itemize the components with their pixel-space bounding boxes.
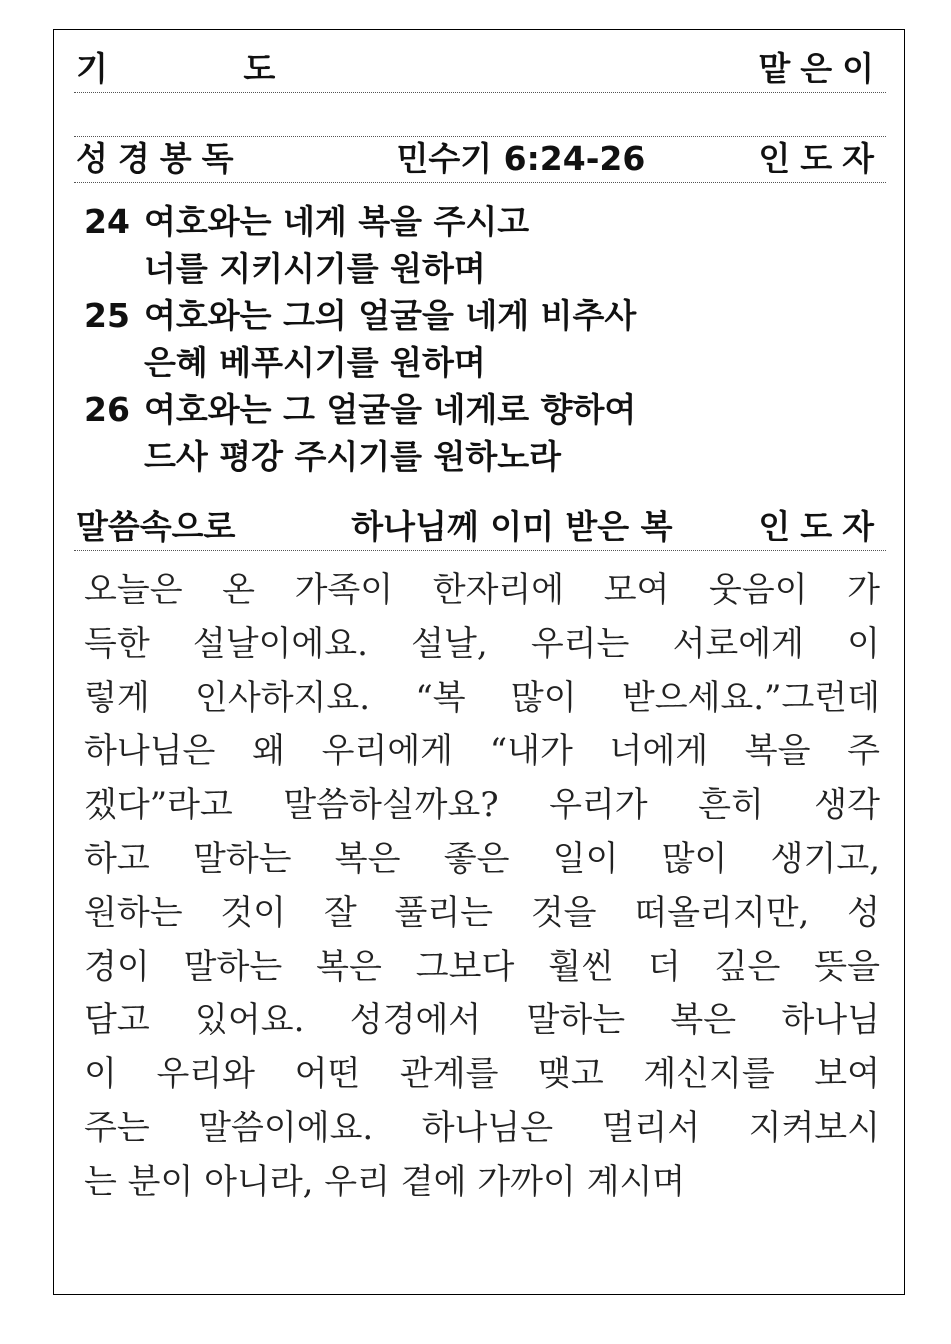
- verse-text: 너를 지키시기를 원하며: [144, 249, 486, 288]
- prayer-label: 기 도: [76, 49, 338, 88]
- sermon-row: [76, 507, 884, 546]
- divider-dotted: [74, 182, 886, 183]
- body-line: 경이 말하는 복은 그보다 훨씬 더 깊은 뜻을: [84, 946, 880, 987]
- reading-reference: 민수기 6:24-26: [396, 139, 646, 178]
- verse-text: 여호와는 네게 복을 주시고: [144, 202, 530, 241]
- sermon-body: [84, 564, 880, 1210]
- reading-label: 성경봉독: [76, 139, 244, 178]
- reading-row: [76, 139, 884, 178]
- reading-person: 인도자: [758, 139, 884, 178]
- verse-line: [84, 198, 874, 245]
- body-line: 원하는 것이 잘 풀리는 것을 떠올리지만, 성: [84, 892, 880, 933]
- verse-line: [84, 292, 874, 339]
- prayer-person: 맡은이: [758, 49, 884, 88]
- body-line: 이 우리와 어떤 관계를 맺고 계신지를 보여: [84, 1054, 880, 1095]
- verse-text: 드사 평강 주시기를 원하노라: [144, 437, 562, 476]
- divider-dotted: [74, 92, 886, 93]
- body-line: 하고 말하는 복은 좋은 일이 많이 생기고,: [84, 838, 880, 879]
- body-line: 주는 말씀이에요. 하나님은 멀리서 지켜보시: [84, 1107, 880, 1148]
- body-line: 오늘은 온 가족이 한자리에 모여 웃음이 가: [84, 570, 880, 610]
- sermon-title: 하나님께 이미 받은 복: [351, 507, 673, 546]
- prayer-row: [76, 49, 884, 88]
- bulletin-page: [53, 29, 905, 1295]
- body-line: 하나님은 왜 우리에게 “내가 너에게 복을 주: [84, 731, 880, 772]
- verse-line: [84, 339, 874, 386]
- verse-number: 26: [84, 390, 130, 429]
- verse-text: 여호와는 그의 얼굴을 네게 비추사: [144, 296, 637, 335]
- body-line: 렇게 인사하지요. “복 많이 받으세요.”그런데: [84, 677, 880, 718]
- body-line: 는 분이 아니라, 우리 곁에 가까이 계시며: [84, 1161, 686, 1202]
- verse-number: 24: [84, 202, 130, 241]
- body-line: 겠다”라고 말씀하실까요? 우리가 흔히 생각: [84, 785, 880, 826]
- body-line: 득한 설날이에요. 설날, 우리는 서로에게 이: [84, 623, 880, 664]
- verse-line: [84, 433, 874, 480]
- verse-line: [84, 245, 874, 292]
- body-line: 담고 있어요. 성경에서 말하는 복은 하나님: [84, 1000, 880, 1041]
- verse-number: 25: [84, 296, 130, 335]
- sermon-label: 말씀속으로: [76, 507, 236, 546]
- verse-line: [84, 386, 874, 433]
- verse-block: [84, 198, 874, 480]
- verse-text: 여호와는 그 얼굴을 네게로 향하여: [144, 390, 637, 429]
- divider-dotted: [74, 550, 886, 551]
- verse-text: 은혜 베푸시기를 원하며: [144, 343, 486, 382]
- divider-dotted: [74, 136, 886, 137]
- sermon-person: 인도자: [758, 507, 884, 546]
